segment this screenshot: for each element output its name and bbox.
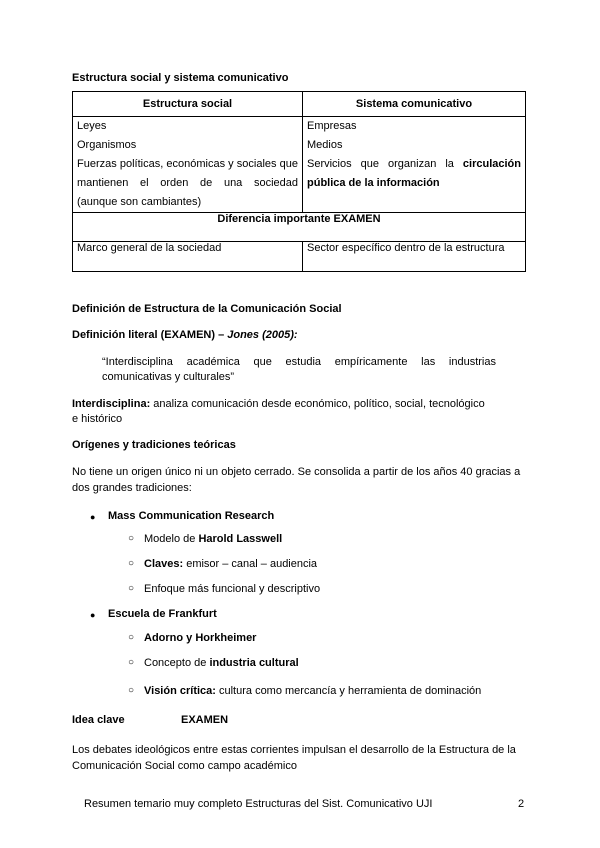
page-number: 2 — [518, 798, 525, 810]
closing-line: Comunicación Social como campo académico — [72, 760, 297, 772]
cell-line: Fuerzas políticas, económicas y sociales que mantienen el orden de una sociedad (aunque son cambiantes) — [77, 158, 298, 208]
item-bold: Claves: — [144, 558, 184, 570]
cell-line: Medios — [307, 139, 343, 151]
services-prefix: Servicios que organizan la — [307, 158, 463, 170]
item-bold: industria cultural — [209, 657, 299, 669]
origins-paragraph — [72, 464, 520, 496]
item-text: Concepto de — [144, 657, 210, 669]
cell-line: Organismos — [77, 139, 137, 151]
circle-bullet-icon: ○ — [128, 583, 135, 594]
item-text: Enfoque más funcional y descriptivo — [144, 583, 321, 595]
comparison-table — [72, 91, 526, 272]
bullet-icon: ● — [90, 610, 96, 620]
interdisc-label: Interdisciplina: — [72, 398, 151, 410]
interdisc-text-2: e histórico — [72, 413, 123, 425]
origins-line: No tiene un origen único ni un objeto cerrado. Se consolida a partir de los años 40 gracias a — [72, 466, 521, 478]
table-cell-marco: Marco general de la sociedad — [73, 242, 303, 272]
list-item — [144, 657, 299, 669]
item-bold: Visión crítica: — [144, 685, 216, 697]
table-span-row: Diferencia importante EXAMEN — [73, 213, 526, 242]
item-bold: Harold Lasswell — [198, 533, 283, 545]
tradition-title: Mass Communication Research — [108, 510, 275, 522]
closing-line: Los debates ideológicos entre estas corrientes impulsan el desarrollo de la Estructura de la — [72, 744, 516, 756]
circle-bullet-icon: ○ — [128, 632, 135, 643]
circle-bullet-icon: ○ — [128, 657, 135, 668]
interdisc-text: analiza comunicación desde económico, político, social, tecnológico — [150, 398, 485, 410]
list-item — [144, 685, 481, 697]
cell-line: Leyes — [77, 120, 107, 132]
table-header-estructura: Estructura social — [73, 92, 303, 117]
circle-bullet-icon: ○ — [128, 558, 135, 569]
item-bold: Adorno y Horkheimer — [144, 632, 257, 644]
item-text: emisor – canal – audiencia — [183, 558, 318, 570]
definition-title: Definición de Estructura de la Comunicación Social — [72, 303, 342, 315]
services-bold: circulación pública de la información — [307, 158, 521, 189]
definition-author: Jones (2005): — [227, 329, 298, 341]
table-header-sistema: Sistema comunicativo — [303, 92, 526, 117]
table-cell-sector: Sector específico dentro de la estructura — [303, 242, 526, 272]
idea-clave-label: Idea clave — [72, 714, 125, 726]
section-heading: Estructura social y sistema comunicativo — [72, 72, 289, 84]
definition-literal — [72, 329, 298, 341]
closing-paragraph — [72, 742, 516, 774]
list-item — [144, 632, 256, 644]
page-footer: Resumen temario muy completo Estructuras del Sist. Comunicativo UJI — [84, 798, 433, 810]
interdisciplina-paragraph — [72, 397, 485, 427]
definition-quote: “Interdisciplina académica que estudia empíricamente las industrias comunicativas y culturales” — [102, 356, 496, 383]
list-item — [144, 558, 317, 570]
item-text: Modelo de — [144, 533, 199, 545]
definition-literal-prefix: Definición literal (EXAMEN) – — [72, 329, 228, 341]
circle-bullet-icon: ○ — [128, 533, 135, 544]
item-text: cultura como mercancía y herramienta de dominación — [215, 685, 482, 697]
tradition-title: Escuela de Frankfurt — [108, 608, 217, 620]
cell-line — [307, 155, 521, 193]
cell-line: Empresas — [307, 120, 357, 132]
origins-title: Orígenes y tradiciones teóricas — [72, 439, 236, 451]
origins-line: dos grandes tradiciones: — [72, 482, 192, 494]
circle-bullet-icon: ○ — [128, 685, 135, 696]
table-cell-estructura — [73, 117, 303, 213]
table-cell-sistema — [303, 117, 526, 213]
list-item — [144, 533, 282, 545]
bullet-icon: ● — [90, 512, 96, 522]
list-item — [144, 583, 320, 595]
idea-clave-exam: EXAMEN — [181, 714, 229, 726]
